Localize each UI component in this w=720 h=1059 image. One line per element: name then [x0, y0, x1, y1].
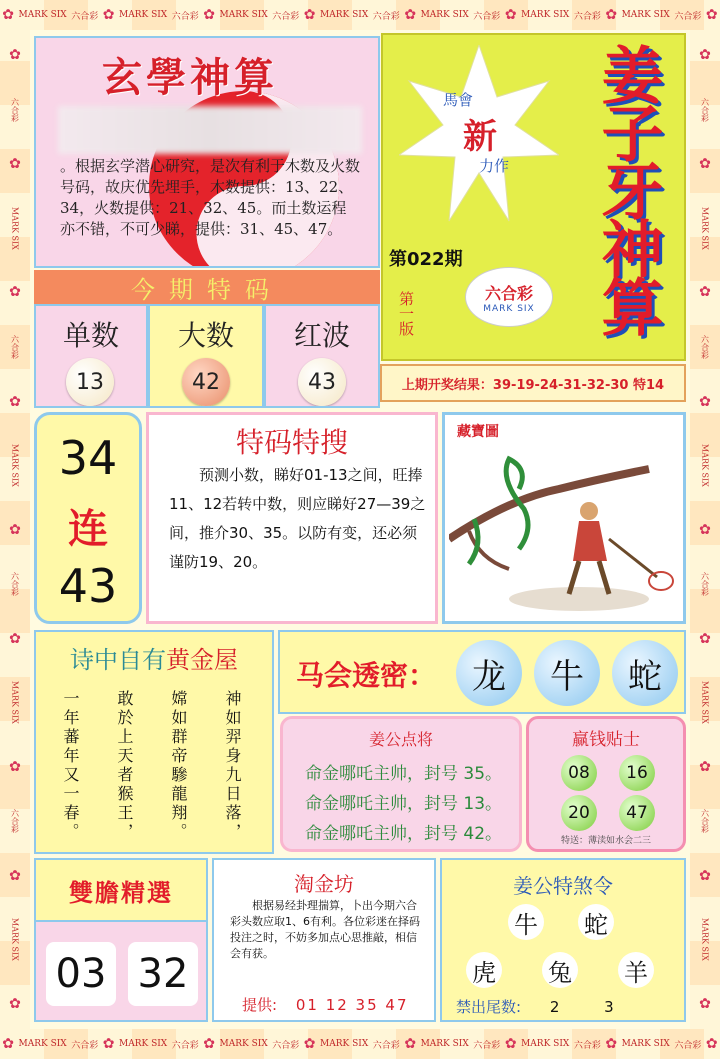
- flower-icon: ✿: [699, 284, 711, 301]
- double-box: [34, 858, 208, 1022]
- flower-icon: ✿: [303, 7, 316, 23]
- double-title-bar: [36, 860, 206, 922]
- border-brand-cn: 六合彩: [272, 11, 300, 22]
- jiang-box: [280, 716, 522, 852]
- border-brand-cn: 六合彩: [10, 572, 20, 597]
- taojin-provide-label: 提供:: [242, 996, 278, 1014]
- flower-icon: ✿: [9, 521, 21, 538]
- bottom-border: [0, 1029, 720, 1059]
- border-brand-cn: 六合彩: [573, 11, 601, 22]
- border-brand: MARK SIX: [10, 444, 20, 487]
- border-brand-cn: 六合彩: [674, 1040, 702, 1051]
- horse-animal: 龙: [456, 640, 522, 706]
- flower-icon: ✿: [699, 867, 711, 884]
- flower-icon: ✿: [102, 1036, 115, 1052]
- tips-box: [526, 716, 686, 852]
- flower-icon: ✿: [605, 7, 618, 23]
- sha-animal: 牛: [508, 904, 544, 940]
- taojin-provide-values: 01 12 35 47: [295, 996, 409, 1014]
- border-brand-cn: 六合彩: [700, 809, 710, 834]
- search-box: [146, 412, 438, 624]
- jiang-title: 姜公点将: [368, 730, 433, 749]
- flower-icon: ✿: [9, 995, 21, 1012]
- border-brand: MARK SIX: [700, 918, 710, 962]
- big-title: 姜子牙神算: [591, 43, 664, 333]
- jiang-line: 命金哪吒主帅，封号 35。: [305, 764, 503, 784]
- border-brand-cn: 六合彩: [700, 97, 710, 122]
- taojin-provide: [242, 994, 409, 1015]
- special-title-bar: [34, 270, 380, 304]
- sha-animal: 蛇: [578, 904, 614, 940]
- border-brand-cn: 六合彩: [700, 572, 710, 597]
- tips-title: 赢钱贴士: [572, 730, 640, 750]
- flower-icon: ✿: [699, 758, 711, 775]
- flower-icon: ✿: [2, 1036, 14, 1052]
- border-brand-cn: 六合彩: [10, 809, 20, 834]
- taojin-box: [212, 858, 436, 1022]
- border-brand: MARK SIX: [521, 10, 570, 20]
- flower-icon: ✿: [705, 1036, 718, 1052]
- flower-icon: ✿: [9, 156, 21, 173]
- flower-icon: ✿: [9, 47, 21, 64]
- border-brand: MARK SIX: [621, 10, 670, 20]
- sha-animal: 羊: [618, 952, 654, 988]
- flower-icon: ✿: [699, 995, 711, 1012]
- xuanxue-text: 。根据玄学潜心研究，是次有利于木数及火数号码，故庆优先埋手，木数提供：13、22、34，火数提供：21、32、45。而土数运程亦不错，不可少睇，提供：31、45、47。: [60, 157, 361, 238]
- sha-tail-label: 禁出尾数:: [456, 998, 522, 1016]
- border-brand: MARK SIX: [18, 1039, 67, 1049]
- flower-icon: ✿: [2, 7, 14, 23]
- poem-line: 嫦如群帝驂龍翔。: [169, 690, 188, 842]
- flower-icon: ✿: [699, 630, 711, 647]
- title-block: [381, 33, 686, 361]
- tips-number: 20: [561, 795, 597, 831]
- border-brand-cn: 六合彩: [71, 11, 99, 22]
- poem-title-a: 诗中自有: [70, 646, 166, 674]
- border-brand: MARK SIX: [700, 681, 710, 725]
- special-label: 大数: [177, 319, 234, 352]
- border-brand: MARK SIX: [10, 681, 20, 725]
- special-value-circle: 13: [66, 358, 114, 406]
- edition-label: 第一版: [397, 291, 415, 336]
- border-brand: MARK SIX: [700, 444, 710, 487]
- horse-box: [278, 630, 686, 714]
- border-brand-cn: 六合彩: [473, 1040, 501, 1051]
- taojin-text: 根据易经卦理揣算，卜出今期六合彩头数应取1、6有利。各位彩迷在择码投注之时，不妨多加点心思推敲，相信会有获。: [230, 899, 420, 960]
- sha-tail-value: 2: [549, 998, 560, 1016]
- special-title: 今期特码: [131, 275, 283, 304]
- sha-tail-value: 3: [604, 998, 614, 1016]
- flower-icon: ✿: [303, 1036, 316, 1052]
- star-bottom-text: 力作: [479, 157, 510, 175]
- search-text: 预测小数，睇好01-13之间，旺捧11、12若转中数，则应睇好27—39之间，推介30、35。以防有变，还必须谨防19、20。: [169, 466, 426, 571]
- flower-icon: ✿: [9, 630, 21, 647]
- border-brand: MARK SIX: [320, 1039, 369, 1049]
- flower-icon: ✿: [203, 1036, 216, 1052]
- border-brand-cn: 六合彩: [10, 97, 20, 122]
- jiang-line: 命金哪吒主帅，封号 42。: [305, 824, 503, 844]
- treasure-map-box: [442, 412, 686, 624]
- treasure-title: 藏寶圖: [457, 424, 499, 440]
- xuanxue-box: [34, 36, 380, 268]
- border-brand: MARK SIX: [10, 206, 20, 250]
- treasure-illustration: [449, 449, 679, 619]
- horse-animal: 牛: [534, 640, 600, 706]
- tips-note: 特送：薄渎如水会二三: [560, 836, 651, 846]
- tips-number: 08: [561, 755, 597, 791]
- poem-title-b: 黄金屋: [166, 646, 238, 674]
- border-brand-cn: 六合彩: [10, 334, 20, 359]
- lian-mid: 连: [68, 506, 108, 552]
- last-result-bar: [380, 364, 686, 402]
- double-number: 03: [46, 942, 116, 1006]
- border-brand: MARK SIX: [219, 1039, 268, 1049]
- logo-cn: 六合彩: [484, 283, 533, 303]
- right-border: [690, 30, 720, 1029]
- flower-icon: ✿: [705, 7, 718, 23]
- border-brand-cn: 六合彩: [573, 1040, 601, 1051]
- border-brand-cn: 六合彩: [700, 334, 710, 359]
- flower-icon: ✿: [9, 393, 21, 410]
- poem-line: 敢於上天者猴王，: [115, 690, 134, 842]
- lian-box: [34, 412, 142, 624]
- border-brand: MARK SIX: [18, 10, 67, 20]
- sha-tail: [456, 996, 614, 1017]
- border-brand: MARK SIX: [420, 10, 469, 20]
- flower-icon: ✿: [404, 7, 417, 23]
- tips-number: 16: [619, 755, 655, 791]
- flower-icon: ✿: [9, 758, 21, 775]
- special-cell-1: [148, 304, 264, 408]
- border-brand-cn: 六合彩: [674, 11, 702, 22]
- blurred-banner: [58, 106, 362, 154]
- jiang-line: 命金哪吒主帅，封号 13。: [305, 794, 503, 814]
- flower-icon: ✿: [699, 521, 711, 538]
- top-border: [0, 0, 720, 30]
- border-brand: MARK SIX: [320, 10, 369, 20]
- sha-box: [440, 858, 686, 1022]
- special-label: 红波: [293, 319, 350, 352]
- flower-icon: ✿: [699, 393, 711, 410]
- flower-icon: ✿: [9, 867, 21, 884]
- poem-box: [34, 630, 274, 854]
- border-brand: MARK SIX: [119, 1039, 168, 1049]
- flower-icon: ✿: [203, 7, 216, 23]
- tips-number: 47: [619, 795, 655, 831]
- flower-icon: ✿: [605, 1036, 618, 1052]
- logo-en: MARK SIX: [483, 303, 535, 314]
- last-result-text: 上期开奖结果：39-19-24-31-32-30 特14: [401, 377, 665, 393]
- special-value-circle: 43: [298, 358, 346, 406]
- horse-label: 马会透密：: [296, 659, 437, 692]
- border-brand: MARK SIX: [119, 10, 168, 20]
- issue-number: 第022期: [389, 249, 463, 270]
- sha-title: 姜公特煞令: [513, 874, 613, 898]
- horse-animal: 蛇: [612, 640, 678, 706]
- special-cell-2: [264, 304, 380, 408]
- flower-icon: ✿: [9, 284, 21, 301]
- taojin-title: 淘金坊: [294, 872, 354, 896]
- star-top-text: 馬會: [443, 91, 474, 109]
- left-border: [0, 30, 30, 1029]
- flower-icon: ✿: [699, 156, 711, 173]
- poem-title: [36, 640, 272, 675]
- special-value-circle: 42: [182, 358, 230, 406]
- xuanxue-title: 玄學神算: [102, 54, 278, 101]
- border-brand: MARK SIX: [521, 1039, 570, 1049]
- border-brand: MARK SIX: [219, 10, 268, 20]
- poem-line: 一年蕃年又一春。: [61, 690, 80, 842]
- sha-animal: 兔: [542, 952, 578, 988]
- special-label: 单数: [62, 319, 119, 352]
- sha-animal: 虎: [466, 952, 502, 988]
- border-brand-cn: 六合彩: [272, 1040, 300, 1051]
- flower-icon: ✿: [504, 1036, 517, 1052]
- double-title: 雙膽精選: [69, 877, 173, 907]
- flower-icon: ✿: [102, 7, 115, 23]
- border-brand-cn: 六合彩: [372, 1040, 400, 1051]
- mark-six-logo: [465, 267, 553, 327]
- special-cell-0: [34, 304, 148, 408]
- flower-icon: ✿: [404, 1036, 417, 1052]
- border-brand-cn: 六合彩: [372, 11, 400, 22]
- border-brand-cn: 六合彩: [171, 1040, 199, 1051]
- lian-bottom: 43: [58, 559, 118, 613]
- poem-line: 神如羿身九日落，: [223, 690, 242, 842]
- border-brand: MARK SIX: [621, 1039, 670, 1049]
- lian-top: 34: [58, 431, 118, 485]
- border-brand-cn: 六合彩: [171, 11, 199, 22]
- search-title: 特码特搜: [235, 426, 348, 459]
- border-brand-cn: 六合彩: [473, 11, 501, 22]
- border-brand: MARK SIX: [420, 1039, 469, 1049]
- star-mid-text: 新: [463, 117, 497, 157]
- double-number: 32: [128, 942, 198, 1006]
- border-brand: MARK SIX: [700, 206, 710, 250]
- border-brand: MARK SIX: [10, 918, 20, 962]
- flower-icon: ✿: [699, 47, 711, 64]
- border-brand-cn: 六合彩: [71, 1040, 99, 1051]
- flower-icon: ✿: [504, 7, 517, 23]
